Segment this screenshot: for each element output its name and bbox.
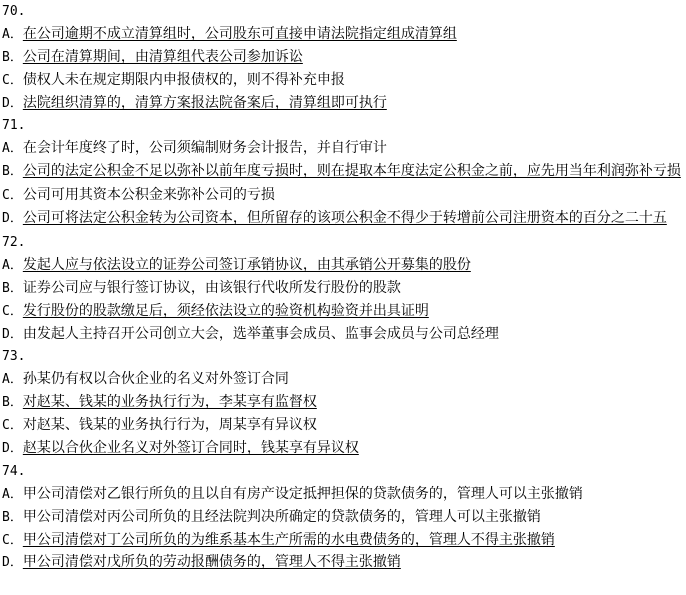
answer-option: D．甲公司清偿对戊所负的劳动报酬债务的，管理人不得主张撤销 [2,554,401,571]
answer-option: A．甲公司清偿对乙银行所负的且以自有房产设定抵押担保的贷款债务的，管理人可以主张撤销 [2,485,583,502]
answer-option: B．公司的法定公积金不足以弥补以前年度亏损时，则在提取本年度法定公积金之前，应先用当年利润弥补亏损 [2,163,681,180]
question-number: 71. [2,118,26,134]
option-text: 甲公司清偿对乙银行所负的且以自有房产设定抵押担保的贷款债务的，管理人可以主张撤销 [22,485,583,502]
answer-option: C．公司可用其资本公积金来弥补公司的亏损 [2,187,275,204]
answer-option: D．赵某以合伙企业名义对外签订合同时，钱某享有异议权 [2,439,359,456]
option-text: 公司可将法定公积金转为公司资本，但所留存的该项公积金不得少于转增前公司注册资本的百分之二十五 [22,210,667,227]
question-document [2,0,682,574]
answer-option: C．甲公司清偿对丁公司所负的为维系基本生产所需的水电费债务的，管理人不得主张撤销 [2,531,555,548]
option-text: 在公司逾期不成立清算组时，公司股东可直接申请法院指定组成清算组 [22,25,457,42]
question-number: 74. [2,463,26,479]
option-text: 甲公司清偿对戊所负的劳动报酬债务的，管理人不得主张撤销 [22,554,401,571]
option-text: 发起人应与依法设立的证券公司签订承销协议，由其承销公开募集的股份 [22,256,471,273]
option-text: 证券公司应与银行签订协议，由该银行代收所发行股份的股款 [22,279,401,296]
answer-option: A．发起人应与依法设立的证券公司签订承销协议，由其承销公开募集的股份 [2,256,471,273]
answer-option: A．在会计年度终了时，公司须编制财务会计报告，并自行审计 [2,140,387,157]
question-number: 70. [2,4,26,19]
answer-option: B．证券公司应与银行签订协议，由该银行代收所发行股份的股款 [2,279,401,296]
option-text: 孙某仍有权以合伙企业的名义对外签订合同 [22,371,289,388]
option-text: 对赵某、钱某的业务执行行为，李某享有监督权 [22,394,317,411]
answer-option: A．孙某仍有权以合伙企业的名义对外签订合同 [2,371,289,388]
option-text: 甲公司清偿对丁公司所负的为维系基本生产所需的水电费债务的，管理人不得主张撤销 [22,531,555,548]
answer-option: B．公司在清算期间，由清算组代表公司参加诉讼 [2,48,303,65]
option-text: 公司在清算期间，由清算组代表公司参加诉讼 [22,48,303,65]
option-text: 债权人未在规定期限内申报债权的，则不得补充申报 [22,71,345,88]
option-text: 赵某以合伙企业名义对外签订合同时，钱某享有异议权 [22,439,359,456]
option-text: 发行股份的股款缴足后，须经依法设立的验资机构验资并出具证明 [22,302,429,319]
answer-option: D．公司可将法定公积金转为公司资本，但所留存的该项公积金不得少于转增前公司注册资本的百分之二十五 [2,210,667,227]
option-text: 公司可用其资本公积金来弥补公司的亏损 [22,187,275,204]
answer-option: D．由发起人主持召开公司创立大会，选举董事会成员、监事会成员与公司总经理 [2,325,499,342]
question-number: 73. [2,349,26,365]
answer-option: C．债权人未在规定期限内申报债权的，则不得补充申报 [2,71,345,88]
answer-option: B．甲公司清偿对丙公司所负的且经法院判决所确定的贷款债务的，管理人可以主张撤销 [2,508,541,525]
answer-option: C．发行股份的股款缴足后，须经依法设立的验资机构验资并出具证明 [2,302,429,319]
option-text: 在会计年度终了时，公司须编制财务会计报告，并自行审计 [22,140,387,157]
option-text: 公司的法定公积金不足以弥补以前年度亏损时，则在提取本年度法定公积金之前，应先用当年利润弥补亏损 [22,163,681,180]
answer-option: C．对赵某、钱某的业务执行行为，周某享有异议权 [2,417,317,434]
answer-option: A．在公司逾期不成立清算组时，公司股东可直接申请法院指定组成清算组 [2,25,457,42]
option-text: 对赵某、钱某的业务执行行为，周某享有异议权 [22,417,317,434]
answer-option: B．对赵某、钱某的业务执行行为，李某享有监督权 [2,394,317,411]
option-text: 法院组织清算的，清算方案报法院备案后，清算组即可执行 [22,94,387,111]
answer-option: D．法院组织清算的，清算方案报法院备案后，清算组即可执行 [2,94,387,111]
question-number: 72. [2,234,26,250]
option-text: 由发起人主持召开公司创立大会，选举董事会成员、监事会成员与公司总经理 [22,325,499,342]
option-text: 甲公司清偿对丙公司所负的且经法院判决所确定的贷款债务的，管理人可以主张撤销 [22,508,541,525]
